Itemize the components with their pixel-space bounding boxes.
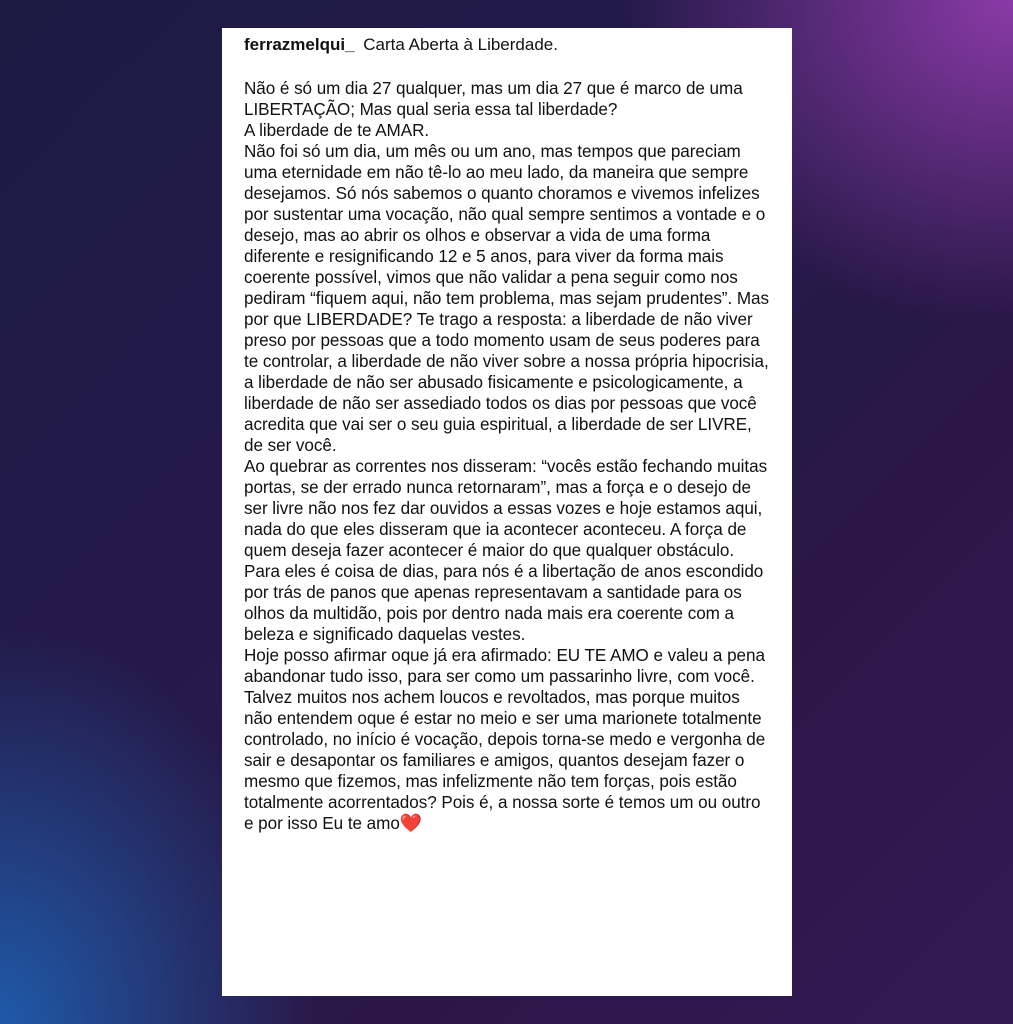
username[interactable]: ferrazmelqui_ (244, 35, 355, 54)
caption-card (222, 28, 792, 996)
caption-paragraph-2: A liberdade de te AMAR. (244, 121, 430, 140)
caption-paragraph-4: Ao quebrar as correntes nos disseram: “vocês estão fechando muitas portas, se der errado nunca retornaram”, mas a força e o desejo de ser livre não nos fez dar ouvidos a essas vozes e hoje estamos aqui, nada do que eles disseram que ia acontecer aconteceu. A força de quem deseja fazer acontecer é maior do que qualquer obstáculo. (244, 457, 768, 560)
caption-paragraph-3: Não foi só um dia, um mês ou um ano, mas tempos que pareciam uma eternidade em não tê-lo ao meu lado, da maneira que sempre desejamos. Só nós sabemos o quanto choramos e vivemos infelizes por sustentar uma vocação, não qual sempre sentimos a vontade e o desejo, mas ao abrir os olhos e observar a vida de uma forma diferente e resignificando 12 e 5 anos, para viver da forma mais coerente possível, vimos que não validar a pena seguir como nos pediram “fiquem aqui, não tem problema, mas sejam prudentes”. Mas por que LIBERDADE? Te trago a resposta: a liberdade de não viver preso por pessoas que a todo momento usam de seus poderes para te controlar, a liberdade de não viver sobre a nossa própria hipocrisia, a liberdade de não ser abusado fisicamente e psicologicamente, a liberdade de não ser assediado todos os dias por pessoas que você acredita que vai ser o seu guia espiritual, a liberdade de ser LIVRE, de ser você. (244, 142, 769, 455)
caption-header (244, 34, 772, 56)
heart-icon: ❤️ (399, 813, 423, 833)
caption-paragraph-5: Para eles é coisa de dias, para nós é a libertação de anos escondido por trás de panos que apenas representavam a santidade para os olhos da multidão, pois por dentro nada mais era coerente com a beleza e significado daquelas vestes. (244, 562, 764, 644)
caption-paragraph-7-text: Talvez muitos nos achem loucos e revoltados, mas porque muitos não entendem oque é estar no meio e ser uma marionete totalmente controlado, no início é vocação, depois torna-se medo e vergonha de sair e desapontar os familiares e amigos, quantos desejam fazer o mesmo que fizemos, mas infelizmente não tem forças, pois estão totalmente acorrentados? Pois é, a nossa sorte é temos um ou outro e por isso Eu te amo (244, 688, 766, 833)
caption-paragraph-6: Hoje posso afirmar oque já era afirmado: EU TE AMO e valeu a pena abandonar tudo isso, para ser como um passarinho livre, com você. (244, 646, 765, 686)
caption-paragraph-1: Não é só um dia 27 qualquer, mas um dia 27 que é marco de uma LIBERTAÇÃO; Mas qual seria essa tal liberdade? (244, 79, 743, 119)
caption-title: Carta Aberta à Liberdade. (363, 35, 558, 54)
caption-paragraph-7 (244, 687, 772, 834)
